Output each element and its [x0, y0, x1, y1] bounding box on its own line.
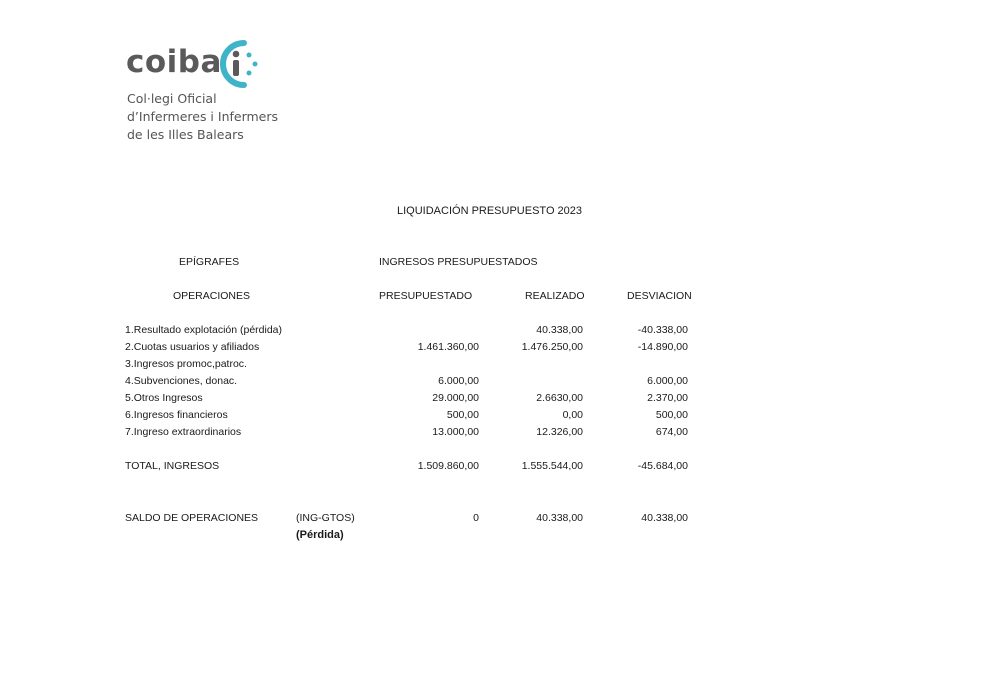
logo-subtitle-line: de les Illes Balears	[127, 127, 244, 142]
header-epigrafes: EPÍGRAFES	[179, 256, 240, 268]
header-ingresos-presupuestados: INGRESOS PRESUPUESTADOS	[379, 256, 538, 268]
logo-wordmark: coiba	[126, 44, 222, 80]
row-label: 6.Ingresos financieros	[125, 409, 228, 421]
row-desviacion: -40.338,00	[637, 324, 688, 336]
saldo-label: SALDO DE OPERACIONES	[125, 512, 259, 524]
saldo-note-perdida: (Pérdida)	[296, 529, 344, 541]
row-label: 5.Otros Ingresos	[125, 392, 203, 404]
row-presupuestado: 500,00	[446, 409, 479, 421]
saldo-desviacion: 40.338,00	[641, 512, 688, 524]
row-label: 3.Ingresos promoc,patroc.	[125, 358, 247, 370]
row-presupuestado: 1.461.360,00	[417, 341, 479, 353]
coiba-logo	[126, 38, 296, 148]
total-realizado: 1.555.544,00	[521, 460, 583, 472]
row-realizado: 1.476.250,00	[521, 341, 583, 353]
row-desviacion: 6.000,00	[647, 375, 688, 387]
header-operaciones: OPERACIONES	[173, 290, 251, 302]
logo-subtitle-line: Col·legi Oficial	[127, 91, 217, 106]
row-desviacion: 2.370,00	[647, 392, 688, 404]
row-desviacion: -14.890,00	[637, 341, 688, 353]
saldo-note: (ING-GTOS)	[296, 512, 355, 524]
row-realizado: 2.6630,00	[536, 392, 583, 404]
saldo-presupuestado: 0	[473, 512, 479, 524]
total-desviacion: -45.684,00	[637, 460, 688, 472]
row-presupuestado: 29.000,00	[432, 392, 479, 404]
logo-info-icon	[214, 38, 264, 90]
saldo-realizado: 40.338,00	[536, 512, 583, 524]
row-label: 7.Ingreso extraordinarios	[125, 426, 242, 438]
header-realizado: REALIZADO	[525, 290, 585, 302]
logo-subtitle-line: d’Infermeres i Infermers	[127, 109, 279, 124]
row-realizado: 40.338,00	[536, 324, 583, 336]
row-presupuestado: 6.000,00	[438, 375, 479, 387]
row-desviacion: 500,00	[655, 409, 688, 421]
header-presupuestado: PRESUPUESTADO	[379, 290, 473, 302]
row-label: 2.Cuotas usuarios y afiliados	[125, 341, 260, 353]
total-label: TOTAL, INGRESOS	[125, 460, 220, 472]
total-presupuestado: 1.509.860,00	[417, 460, 479, 472]
row-realizado: 12.326,00	[536, 426, 583, 438]
header-desviacion: DESVIACION	[627, 290, 692, 302]
document-title: LIQUIDACIÓN PRESUPUESTO 2023	[397, 205, 583, 217]
row-realizado: 0,00	[562, 409, 583, 421]
logo-subtitle	[127, 90, 278, 144]
row-label: 4.Subvenciones, donac.	[125, 375, 238, 387]
row-desviacion: 674,00	[655, 426, 688, 438]
row-label: 1.Resultado explotación (pérdida)	[125, 324, 283, 336]
row-presupuestado: 13.000,00	[432, 426, 479, 438]
